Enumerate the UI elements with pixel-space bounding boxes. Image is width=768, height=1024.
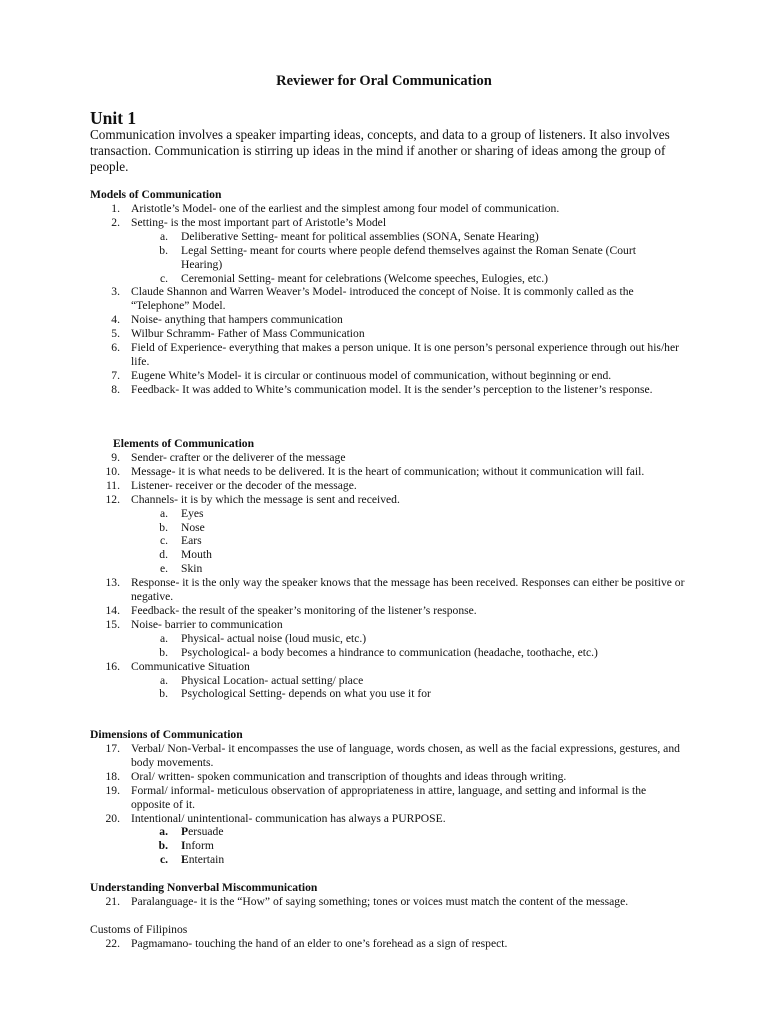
list-item: 13. Response- it is the only way the speaker knows that the message has been received. Responses can either be positive or negative. — [105, 576, 685, 604]
list-item: a. Eyes — [159, 506, 204, 520]
list-item: b. Psychological Setting- depends on what you use it for — [159, 687, 431, 701]
list-item: 15. Noise- barrier to communication — [105, 617, 283, 631]
list-item: c. Entertain — [159, 853, 225, 867]
list-item: 19. Formal/ informal- meticulous observation of appropriateness in attire, language, and setting and informal is the opposite of it. — [105, 783, 647, 811]
list-item: 17. Verbal/ Non-Verbal- it encompasses the use of language, words chosen, as well as the facial expressions, gestures, and body movements. — [105, 742, 680, 769]
customs-label: Customs of Filipinos — [90, 923, 188, 936]
list-item: 14. Feedback- the result of the speaker’s monitoring of the listener’s response. — [105, 603, 477, 617]
list-item: 10. Message- it is what needs to be delivered. It is the heart of communication; without it communication will fail. — [105, 464, 645, 478]
models-heading: Models of Communication — [90, 188, 222, 201]
list-item: 21. Paralanguage- it is the “How” of saying something; tones or voices must match the content of the message. — [105, 895, 629, 908]
list-item: 18. Oral/ written- spoken communication and transcription of thoughts and ideas through writing. — [105, 769, 567, 783]
list-item: 8. Feedback- It was added to White’s communication model. It is the sender’s perception to the listener’s response. — [111, 382, 653, 396]
dimensions-heading: Dimensions of Communication — [90, 728, 243, 741]
list-item: 1. Aristotle’s Model- one of the earliest and the simplest among four model of communication. — [111, 202, 560, 215]
list-item: a. Persuade — [159, 825, 224, 839]
elements-list — [0, 451, 768, 701]
list-item: a. Deliberative Setting- meant for political assemblies (SONA, Senate Hearing) — [159, 229, 539, 243]
list-item: 12. Channels- it is by which the message is sent and received. — [105, 492, 400, 506]
list-item: 6. Field of Experience- everything that makes a person unique. It is one person’s personal experience through out his/her life. — [111, 341, 679, 368]
list-item: 7. Eugene White’s Model- it is circular or continuous model of communication, without beginning or end. — [111, 368, 612, 382]
list-item: a. Physical Location- actual setting/ place — [159, 673, 364, 687]
list-item: 3. Claude Shannon and Warren Weaver’s Model- introduced the concept of Noise. It is commonly called as the “Telephone” Model. — [111, 285, 634, 313]
list-item: c. Ceremonial Setting- meant for celebrations (Welcome speeches, Eulogies, etc.) — [159, 271, 549, 285]
list-item: 2. Setting- is the most important part of Aristotle’s Model — [111, 215, 387, 229]
document-title: Reviewer for Oral Communication — [276, 73, 492, 89]
list-item: 22. Pagmamano- touching the hand of an elder to one’s forehead as a sign of respect. — [105, 937, 508, 950]
list-item: d. Mouth — [159, 548, 212, 562]
nonverbal-list — [0, 895, 768, 909]
list-item: 20. Intentional/ unintentional- communication has always a PURPOSE. — [105, 811, 446, 825]
list-item: b. Inform — [158, 839, 214, 853]
unit-heading: Unit 1 — [90, 108, 137, 128]
nonverbal-heading: Understanding Nonverbal Miscommunication — [90, 881, 318, 894]
list-item: b. Legal Setting- meant for courts where people defend themselves against the Roman Senate (Court Hearing) — [159, 243, 636, 271]
list-item: 11. Listener- receiver or the decoder of the message. — [105, 478, 357, 492]
list-item: c. Ears — [159, 534, 202, 548]
customs-list — [0, 937, 768, 951]
intro-paragraph: Communication involves a speaker imparting ideas, concepts, and data to a group of listeners. It also involves transaction. Communication is stirring up ideas in the mind if another or sharing of ideas among the group of people. — [90, 127, 670, 174]
list-item: b. Nose — [159, 520, 205, 534]
list-item: 4. Noise- anything that hampers communication — [111, 313, 343, 327]
list-item: e. Skin — [159, 562, 203, 576]
list-item: 16. Communicative Situation — [105, 659, 250, 673]
list-item: 5. Wilbur Schramm- Father of Mass Communication — [111, 327, 365, 341]
list-item: b. Psychological- a body becomes a hindrance to communication (headache, toothache, etc.) — [159, 645, 598, 659]
dimensions-list — [0, 742, 768, 867]
elements-heading: Elements of Communication — [113, 437, 255, 450]
list-item: 9. Sender- crafter or the deliverer of the message — [111, 451, 346, 464]
list-item: a. Physical- actual noise (loud music, etc.) — [159, 631, 367, 645]
models-list — [0, 202, 768, 397]
